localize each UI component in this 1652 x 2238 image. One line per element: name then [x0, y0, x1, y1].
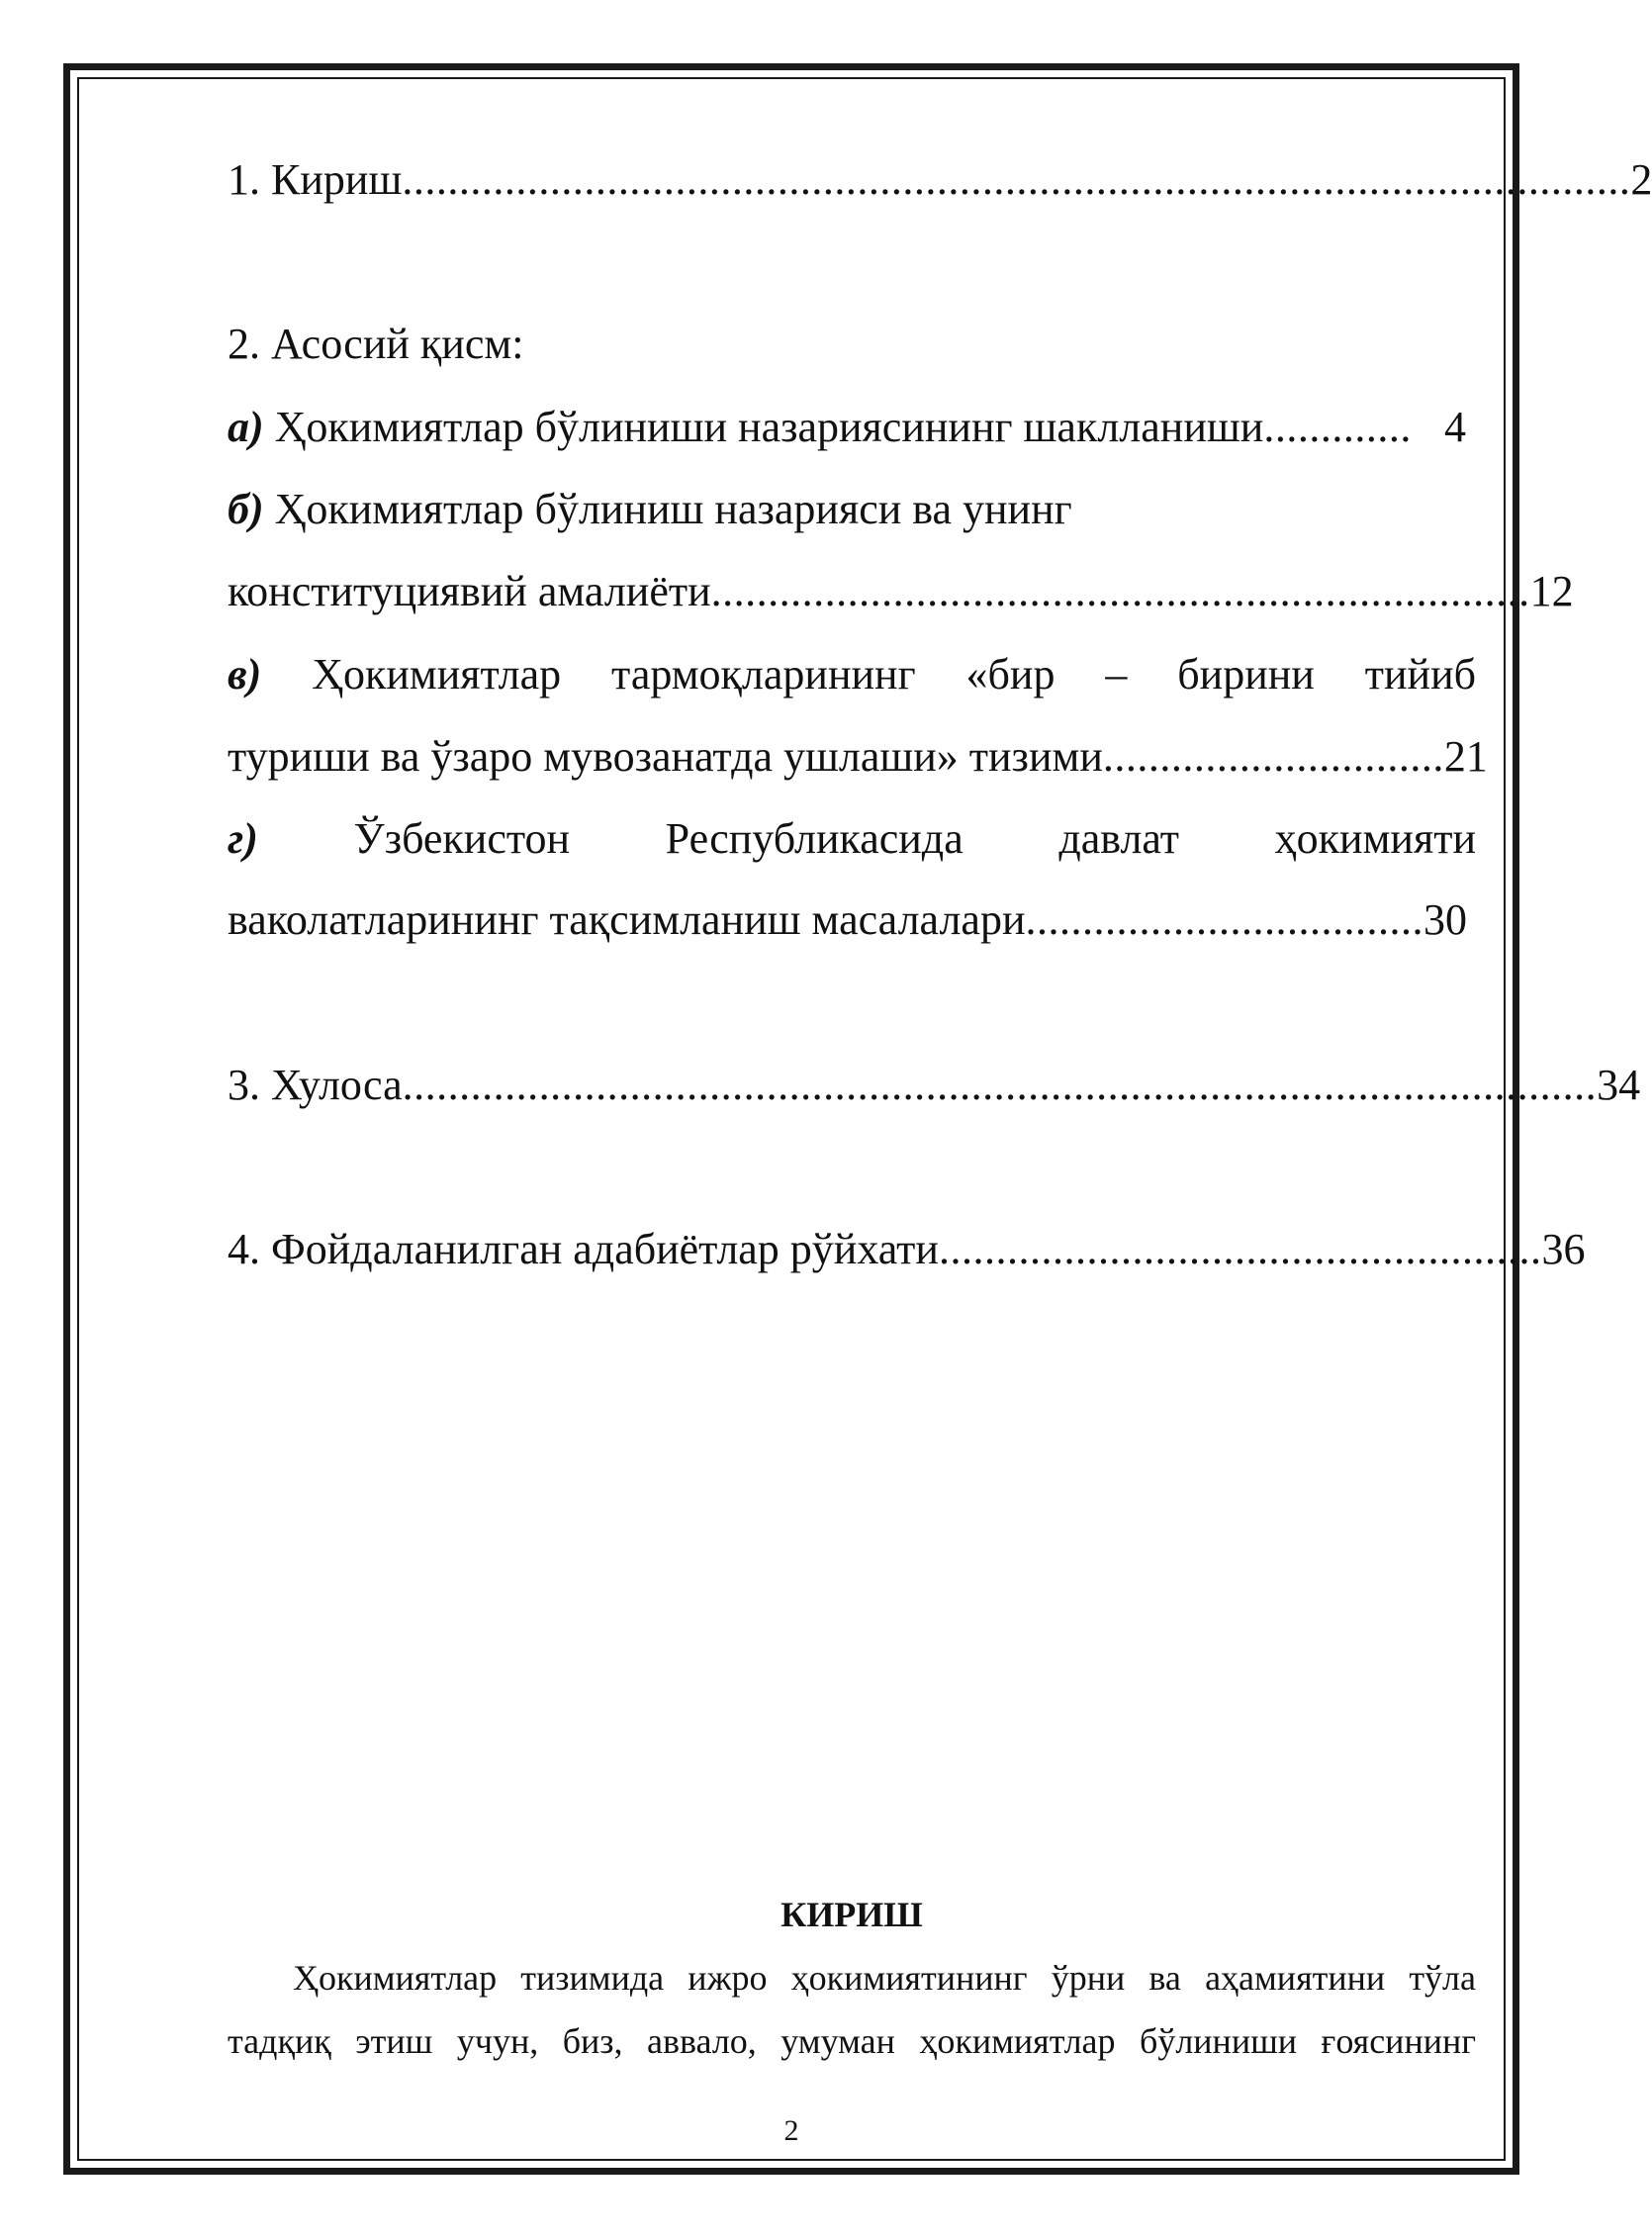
introduction-title: КИРИШ: [780, 1895, 923, 1934]
toc-item-2c-line2: [228, 727, 1488, 787]
toc-item-label: 1. Кириш: [228, 155, 403, 204]
toc-item-letter: г): [228, 814, 258, 863]
toc-item-references: [228, 1220, 1586, 1279]
toc-leader-dots: ........................................................................: [710, 567, 1530, 615]
toc-item-2a: [228, 398, 1476, 457]
toc-item-conclusion: [228, 1056, 1641, 1115]
toc-item-letter: б): [228, 485, 264, 533]
toc-item-letter: в): [228, 650, 262, 699]
toc-page-number: 2: [1630, 155, 1652, 204]
toc-item-label: туриши ва ўзаро мувозанатда ушлаши» тизими: [228, 732, 1103, 781]
toc-page-number: 21: [1443, 732, 1488, 781]
toc-item-label: [228, 398, 1263, 457]
toc-item-text: Ҳокимиятлар бўлиниши назариясининг шаклланиши: [263, 403, 1264, 451]
toc-page-number: 34: [1597, 1061, 1641, 1109]
toc-page-number: 12: [1529, 567, 1574, 615]
toc-item-text: Ҳокимиятлар тармоқларининг «бир – бирини тийиб: [261, 650, 1476, 699]
toc-item-label: 3. Хулоса: [228, 1061, 403, 1109]
page-number: 2: [783, 2114, 799, 2147]
toc-item-text: Ҳокимиятлар бўлиниш назарияси ва унинг: [263, 485, 1072, 533]
toc-item-2c-line1: [228, 645, 1476, 704]
toc-leader-dots: .............: [1263, 403, 1412, 451]
toc-page-number: 4: [1444, 403, 1466, 451]
toc-item-label: ваколатларининг тақсимланиш масалалари: [228, 895, 1026, 944]
toc-item-text: Ўзбекистон Республикасида давлат ҳокимияти: [257, 814, 1476, 863]
toc-leader-dots: ............................................................................................................: [402, 155, 1631, 204]
toc-item-2b-line1: [228, 480, 1476, 539]
introduction-paragraph-line: тадқиқ этиш учун, биз, аввало, умуман ҳокимиятлар бўлиниши ғоясининг: [228, 2021, 1476, 2061]
toc-leader-dots: ...................................: [1025, 895, 1424, 944]
toc-page-number: 30: [1423, 895, 1468, 944]
toc-item-2d-line1: [228, 809, 1476, 869]
toc-section-main-heading: 2. Асосий қисм:: [228, 320, 524, 368]
toc-leader-dots: .....................................................: [938, 1225, 1542, 1273]
toc-leader-dots: .........................................................................................................: [402, 1061, 1598, 1109]
toc-item-label: конституциявий амалиёти: [228, 567, 711, 615]
toc-item-label: 4. Фойдаланилган адабиётлар рўйхати: [228, 1225, 939, 1273]
page-border-inner: [77, 77, 1506, 2161]
toc-item-2d-line2: [228, 890, 1476, 950]
introduction-paragraph-line: Ҳокимиятлар тизимида ижро ҳокимиятининг ўрни ва аҳамиятини тўла: [293, 1958, 1476, 1998]
toc-item-introduction: [228, 150, 1652, 210]
toc-item-2b-line2: [228, 562, 1574, 621]
toc-leader-dots: ..............................: [1102, 732, 1444, 781]
toc-item-letter: а): [228, 403, 264, 451]
toc-page-number: 36: [1541, 1225, 1586, 1273]
